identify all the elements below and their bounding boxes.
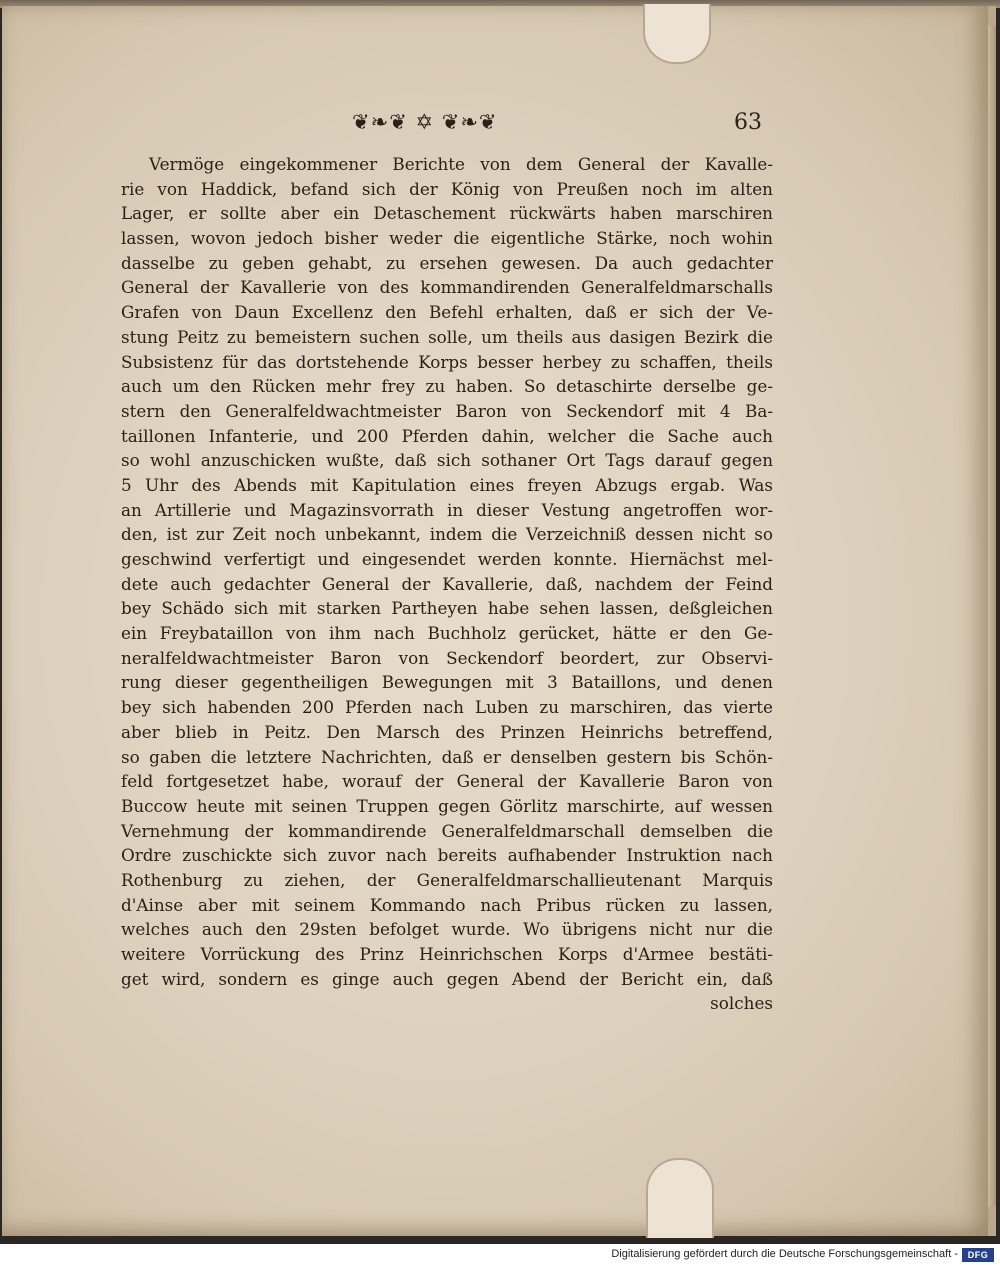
text-line: weitere Vorrückung des Prinz Heinrichschen Korps d'Armee bestäti- (121, 944, 773, 964)
text-line: d'Ainse aber mit seinem Kommando nach Pribus rücken zu lassen, (121, 894, 773, 915)
text-line: get wird, sondern es ginge auch gegen Abend der Bericht ein, daß (121, 968, 773, 989)
text-line: Subsistenz für das dortstehende Korps besser herbey zu schaffen, theils (121, 351, 773, 372)
text-line: dasselbe zu geben gehabt, zu ersehen gewesen. Da auch gedachter (121, 252, 773, 273)
text-line: 5 Uhr des Abends mit Kapitulation eines freyen Abzugs ergab. Was (121, 474, 773, 495)
text-line: rung dieser gegentheiligen Bewegungen mit 3 Bataillons, und denen (121, 672, 773, 693)
text-line: dete auch gedachter General der Kavallerie, daß, nachdem der Feind (121, 573, 773, 594)
text-line: Lager, er sollte aber ein Detaschement rückwärts haben marschiren (121, 203, 773, 224)
text-line: an Artillerie und Magazinsvorrath in dieser Vestung angetroffen wor- (121, 499, 773, 520)
page-tab-top (643, 4, 711, 64)
text-line: so wohl anzuschicken wußte, daß sich sothaner Ort Tags darauf gegen (121, 450, 773, 471)
text-line: feld fortgesetzet habe, worauf der General der Kavallerie Baron von (121, 771, 773, 792)
text-line: neralfeldwachtmeister Baron von Seckendorf beordert, zur Observi- (121, 647, 773, 668)
footer-bar (0, 1244, 1000, 1266)
page-number: 63 (734, 110, 762, 135)
text-line: rie von Haddick, befand sich der König von Preußen noch im alten (121, 178, 773, 199)
text-line: Vernehmung der kommandirende Generalfeldmarschall demselben die (121, 820, 773, 841)
catchword: solches (710, 993, 773, 1014)
text-line: so gaben die letztere Nachrichten, daß er denselben gestern bis Schön- (121, 746, 773, 767)
footer-credit: Digitalisierung gefördert durch die Deutsche Forschungsgemeinschaft - (611, 1248, 958, 1260)
text-line: Vermöge eingekommener Berichte von dem General der Kavalle- (149, 154, 773, 174)
text-line: welches auch den 29sten befolget wurde. Wo übrigens nicht nur die (121, 919, 773, 940)
text-line: ein Freybataillon von ihm nach Buchholz gerücket, hätte er den Ge- (121, 623, 773, 644)
text-line: taillonen Infanterie, und 200 Pferden dahin, welcher die Sache auch (121, 425, 773, 446)
dfg-logo: DFG (962, 1248, 994, 1262)
text-line: geschwind verfertigt und eingesendet werden konnte. Hiernächst mel- (121, 549, 773, 569)
text-line: General der Kavallerie von des kommandirenden Generalfeldmarschalls (121, 277, 773, 298)
text-line: lassen, wovon jedoch bisher weder die eigentliche Stärke, noch wohin (121, 228, 773, 249)
text-line: bey Schädo sich mit starken Partheyen habe sehen lassen, deßgleichen (121, 598, 773, 619)
text-line: auch um den Rücken mehr frey zu haben. So detaschirte derselbe ge- (121, 376, 773, 397)
text-line: aber blieb in Peitz. Den Marsch des Prinzen Heinrichs betreffend, (121, 721, 773, 742)
page-header (342, 108, 762, 142)
page-tab-bottom (646, 1158, 714, 1238)
book-page (2, 6, 996, 1236)
header-ornament: ❦❧❦ ✡ ❦❧❦ (352, 110, 498, 134)
text-line: Rothenburg zu ziehen, der Generalfeldmarschallieutenant Marquis (121, 869, 773, 890)
text-line: Buccow heute mit seinen Truppen gegen Görlitz marschirte, auf wessen (121, 795, 773, 816)
text-line: stung Peitz zu bemeistern suchen solle, um theils aus dasigen Bezirk die (121, 326, 773, 347)
text-line: den, ist zur Zeit noch unbekannt, indem die Verzeichniß dessen nicht so (121, 524, 773, 545)
text-line: stern den Generalfeldwachtmeister Baron von Seckendorf mit 4 Ba- (121, 400, 773, 421)
page-text (121, 152, 773, 1016)
text-line: Grafen von Daun Excellenz den Befehl erhalten, daß er sich der Ve- (121, 302, 773, 323)
text-line: bey sich habenden 200 Pferden nach Luben zu marschiren, das vierte (121, 697, 773, 718)
text-line: Ordre zuschickte sich zuvor nach bereits aufhabender Instruktion nach (121, 845, 773, 866)
